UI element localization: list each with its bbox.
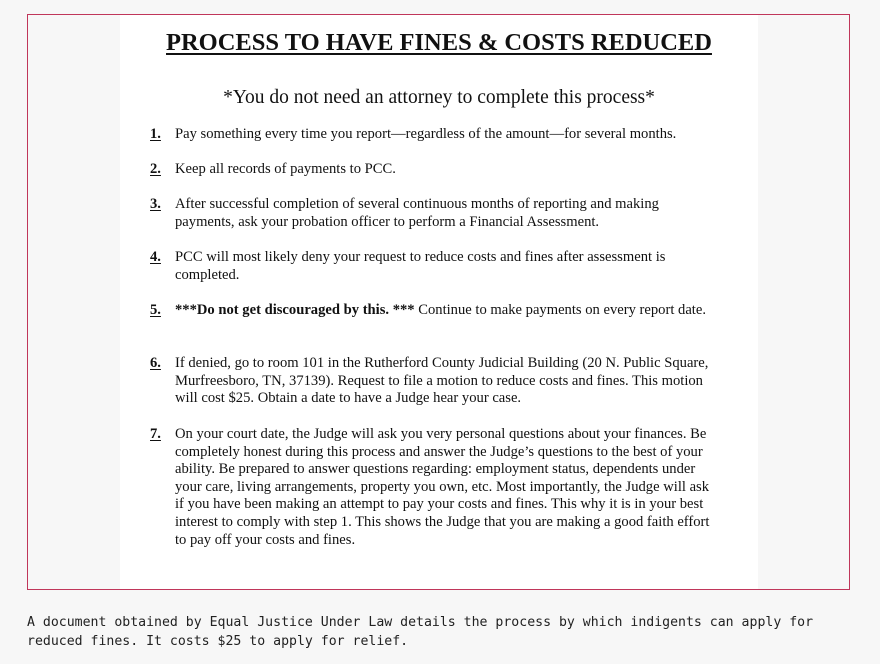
document-title: PROCESS TO HAVE FINES & COSTS REDUCED [166, 29, 712, 56]
step-emphasis: ***Do not get discouraged by this. *** [175, 302, 415, 318]
step-text [175, 302, 715, 320]
step-text: Keep all records of payments to PCC. [175, 161, 396, 177]
step-item [150, 126, 715, 144]
document-page [120, 15, 758, 589]
document-image-frame [27, 14, 850, 590]
step-number: 3. [150, 196, 161, 212]
step-text: PCC will most likely deny your request to reduce costs and fines after assessment is completed. [175, 249, 666, 283]
step-text: Pay something every time you report—regardless of the amount—for several months. [175, 126, 677, 142]
step-item [150, 249, 715, 284]
step-item [150, 355, 715, 408]
image-caption: A document obtained by Equal Justice Under Law details the process by which indigents can apply for reduced fines. It costs $25 to apply for relief. [27, 615, 814, 649]
step-number: 4. [150, 249, 161, 265]
step-item [150, 161, 715, 179]
step-number: 6. [150, 355, 161, 371]
step-number: 2. [150, 161, 161, 177]
document-subtitle: *You do not need an attorney to complete this process* [223, 87, 655, 108]
step-number: 5. [150, 302, 161, 318]
step-text: After successful completion of several continuous months of reporting and making payments, ask your probation officer to perform a Financial Assessment. [175, 196, 659, 230]
step-number: 1. [150, 126, 161, 142]
step-number: 7. [150, 426, 161, 442]
step-text-rest: Continue to make payments on every report date. [414, 302, 706, 318]
step-text: If denied, go to room 101 in the Rutherford County Judicial Building (20 N. Public Square, Murfreesboro, TN, 37139). Request to file a motion to reduce costs and fines. This motion will cost $25. Obtain a date to have a Judge hear your case. [175, 355, 709, 407]
step-item [150, 196, 715, 231]
step-item [150, 302, 715, 320]
step-item [150, 426, 715, 549]
step-text: On your court date, the Judge will ask you very personal questions about your finances. Be completely honest during this process and answer the Judge’s questions to the best of your ability. Be prepared to answer questions regarding: employment status, dependents under your care, living arrangements, property you own, etc. Most importantly, the Judge will ask if you have been making an attempt to pay your costs and fines. This why it is in your best interest to comply with step 1. This shows the Judge that you are making a good faith effort to pay off your costs and fines. [175, 426, 710, 548]
